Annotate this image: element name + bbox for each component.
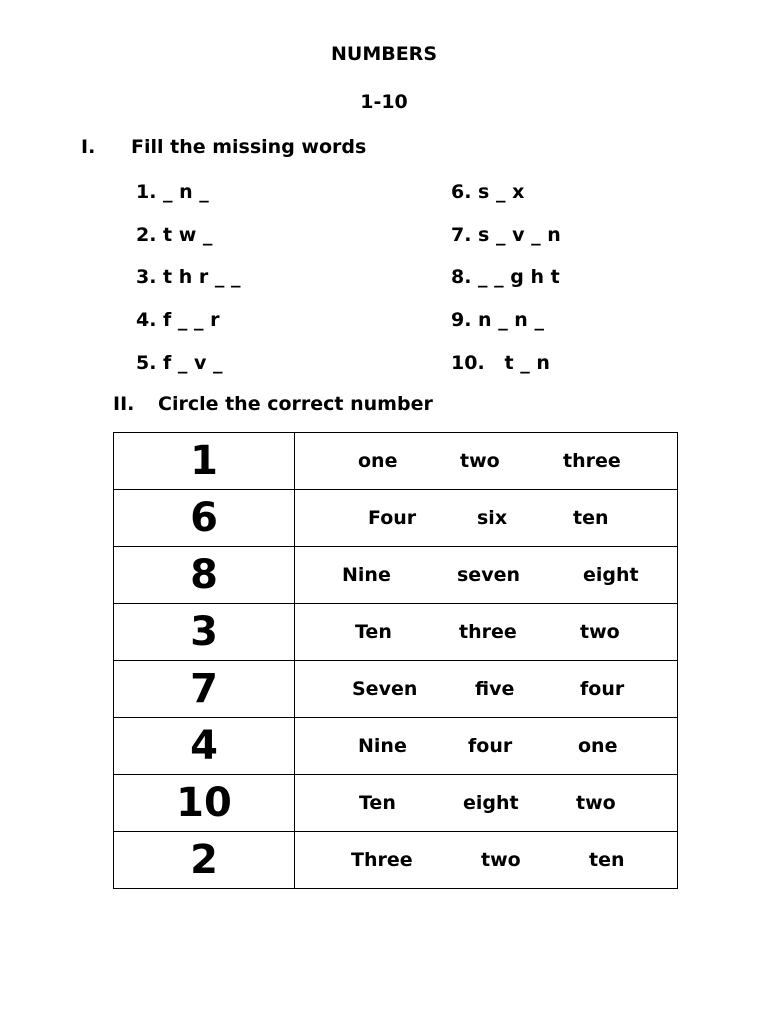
fill-item-7: 7. s _ v _ n [451, 224, 561, 246]
fill-item-2: 2. t w _ [136, 224, 213, 246]
table-row [114, 718, 678, 775]
fill-item-9: 9. n _ n _ [451, 309, 544, 331]
options-cell [295, 604, 678, 661]
fill-item-8: 8. _ _ g h t [451, 266, 560, 288]
section-1-number: I. [81, 136, 96, 158]
number-cell: 8 [114, 547, 295, 604]
fill-item-1: 1. _ n _ [136, 181, 209, 203]
option-word[interactable]: ten [573, 507, 609, 529]
option-word[interactable]: Nine [342, 564, 391, 586]
option-word[interactable]: one [358, 450, 398, 472]
options-cell [295, 661, 678, 718]
number-cell: 6 [114, 490, 295, 547]
table-row [114, 547, 678, 604]
option-word[interactable]: two [580, 621, 620, 643]
option-word[interactable]: four [468, 735, 513, 757]
worksheet-title: NUMBERS [330, 43, 437, 65]
section-2-number: II. [113, 393, 135, 415]
fill-item-10: 10. t _ n [451, 352, 550, 374]
option-word[interactable]: three [563, 450, 621, 472]
number-cell: 1 [114, 433, 295, 490]
section-1-title: Fill the missing words [131, 136, 367, 158]
table-row [114, 604, 678, 661]
options-cell [295, 718, 678, 775]
table-row [114, 433, 678, 490]
table-row [114, 490, 678, 547]
option-word[interactable]: two [481, 849, 521, 871]
option-word[interactable]: two [460, 450, 500, 472]
number-cell: 4 [114, 718, 295, 775]
option-word[interactable]: five [475, 678, 515, 700]
options-cell [295, 832, 678, 889]
option-word[interactable]: seven [457, 564, 520, 586]
table-row [114, 832, 678, 889]
option-word[interactable]: Seven [352, 678, 418, 700]
fill-item-6: 6. s _ x [451, 181, 525, 203]
table-row [114, 775, 678, 832]
options-cell [295, 547, 678, 604]
option-word[interactable]: two [576, 792, 616, 814]
option-word[interactable]: Ten [355, 621, 392, 643]
circle-number-table [113, 432, 678, 889]
option-word[interactable]: six [477, 507, 508, 529]
option-word[interactable]: Three [351, 849, 413, 871]
options-cell [295, 490, 678, 547]
option-word[interactable]: Four [368, 507, 417, 529]
option-word[interactable]: one [578, 735, 618, 757]
option-word[interactable]: three [459, 621, 517, 643]
options-cell [295, 433, 678, 490]
option-word[interactable]: eight [583, 564, 639, 586]
option-word[interactable]: four [580, 678, 625, 700]
option-word[interactable]: Ten [359, 792, 396, 814]
fill-item-5: 5. f _ v _ [136, 352, 223, 374]
option-word[interactable]: eight [463, 792, 519, 814]
number-cell: 7 [114, 661, 295, 718]
table-row [114, 661, 678, 718]
worksheet-subtitle: 1-10 [360, 91, 408, 113]
fill-item-3: 3. t h r _ _ [136, 266, 241, 288]
section-2-title: Circle the correct number [158, 393, 433, 415]
fill-item-4: 4. f _ _ r [136, 309, 220, 331]
option-word[interactable]: Nine [358, 735, 407, 757]
number-cell: 3 [114, 604, 295, 661]
option-word[interactable]: ten [589, 849, 625, 871]
number-cell: 2 [114, 832, 295, 889]
options-cell [295, 775, 678, 832]
number-cell: 10 [114, 775, 295, 832]
